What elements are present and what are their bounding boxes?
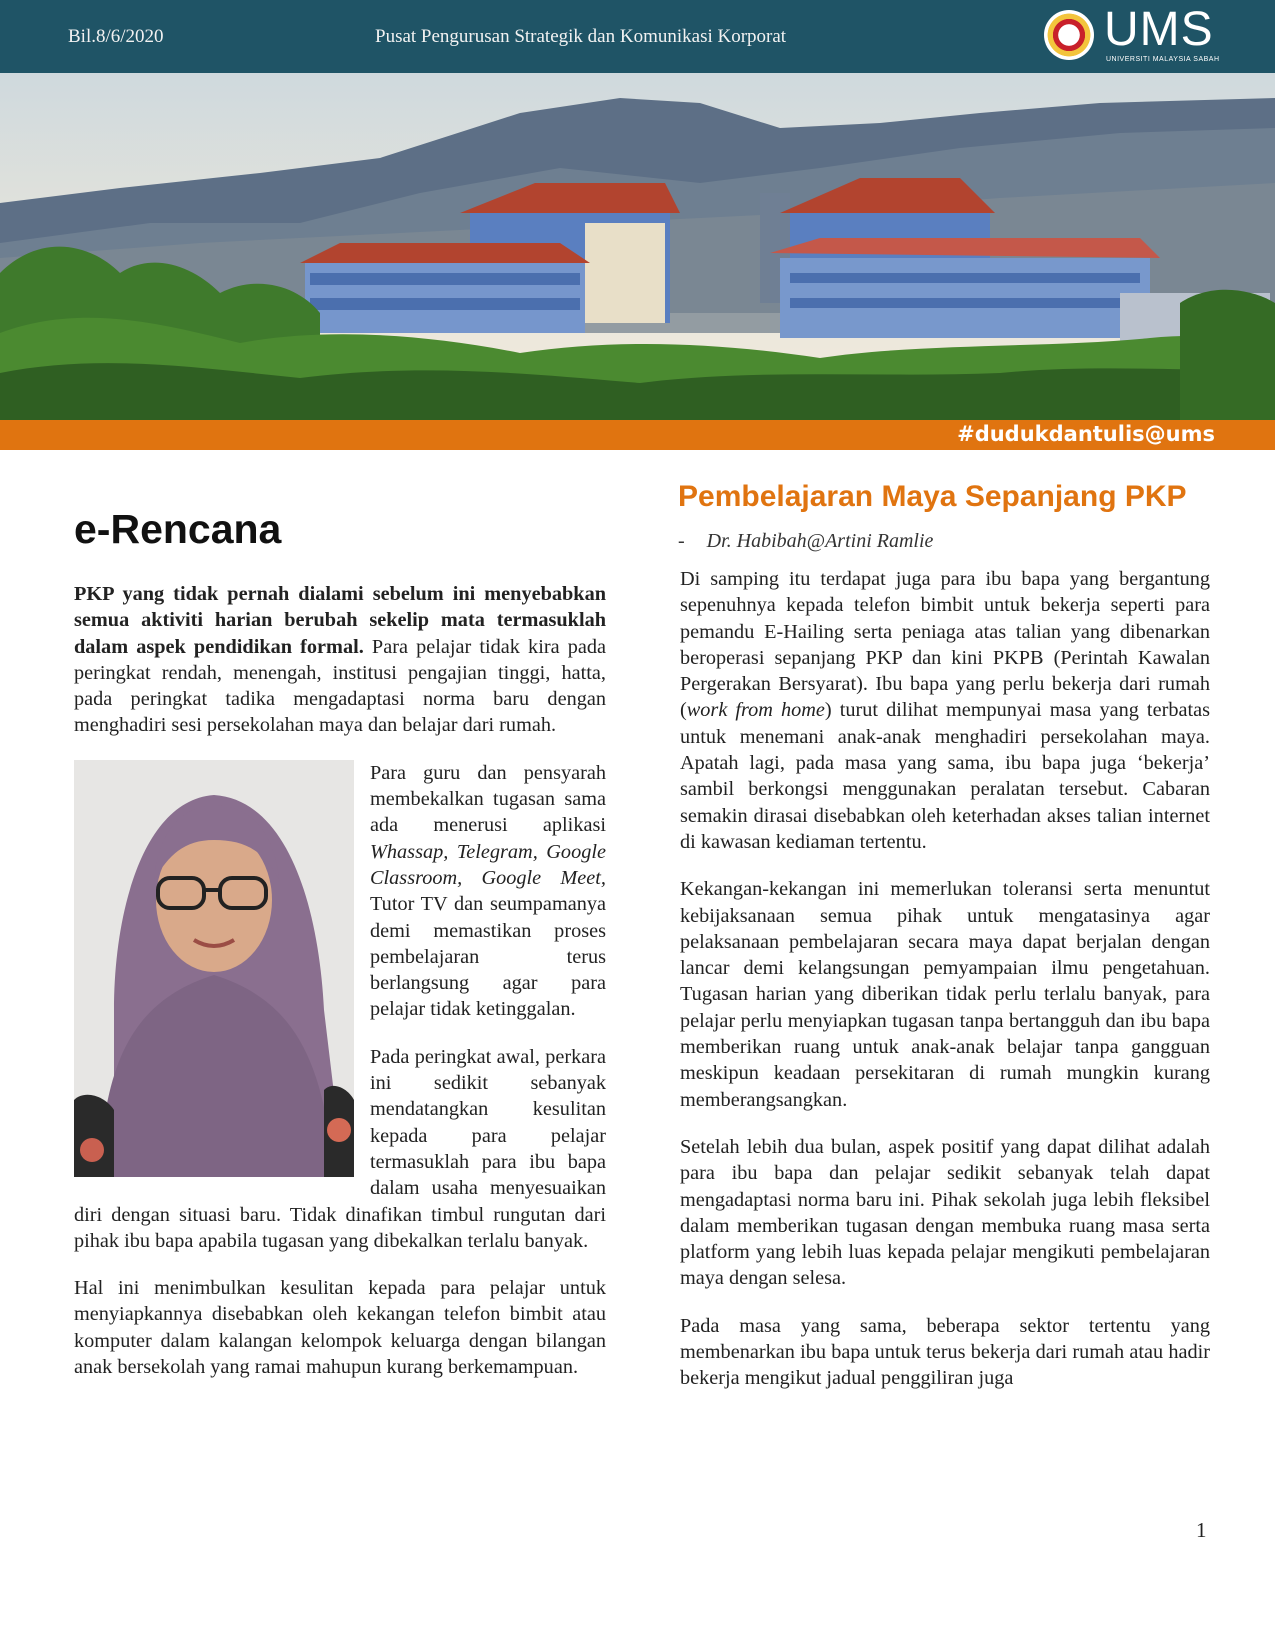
lead-bold-text: PKP yang tidak pernah dialami sebelum ini menyebabkan semua aktiviti harian berubah sekelip mata termasuklah dalam aspek pendidikan formal. <box>74 583 606 658</box>
campus-landscape-illustration <box>0 73 1275 420</box>
author-byline <box>678 530 933 553</box>
issue-number: Bil.8/6/2020 <box>68 26 164 47</box>
tools-text-end: Tutor TV dan seumpamanya demi memastikan proses pembelajaran terus berlangsung agar para pelajar tidak ketinggalan. <box>370 893 606 1021</box>
paragraph-difficulty: Hal ini menimbulkan kesulitan kepada para pelajar untuk menyiapkannya disebabkan oleh kekangan telefon bimbit atau komputer dalam kalangan kelompok keluarga dengan bilangan anak bersekolah yang ramai mahupun kurang berkemampuan. <box>74 1277 606 1379</box>
parents-text-end: ) turut dilihat mempunyai masa yang terbatas untuk menemani anak-anak menghadiri persekolahan maya. Apatah lagi, pada masa yang sama, ibu bapa juga ‘bekerja’ sambil berkongsi menggunakan peralatan tersebut. Cabaran semakin dirasai disebabkan oleh keterhadan akses talian internet di kawasan kediaman tertentu. <box>680 699 1210 853</box>
paragraph-parents <box>680 566 1210 855</box>
publisher-name: Pusat Pengurusan Strategik dan Komunikasi Korporat <box>375 26 787 47</box>
intro-paragraph <box>74 581 606 739</box>
header-bar <box>0 0 1275 73</box>
intro-rest-text: Para pelajar tidak kira pada peringkat rendah, menengah, institusi pengajian tinggi, hatta, pada peringkat tadika mengadaptasi norma baru dengan menghadiri sesi persekolahan maya dan belajar dari rumah. <box>74 635 606 737</box>
paragraph-positive: Setelah lebih dua bulan, aspek positif yang dapat dilihat adalah para ibu bapa dan pelajar sedikit sebanyak telah dapat mengadaptasi norma baru ini. Pihak sekolah juga lebih fleksibel dalam memberikan tugasan dengan membuka ruang masa serta platform yang lebih luas kepada pelajar mengikuti pembelajaran maya dengan selesa. <box>680 1135 1210 1290</box>
parents-text-start: Di samping itu terdapat juga para ibu bapa yang bergantung sepenuhnya kepada telefon bimbit untuk bekerja seperti para pemandu E-Hailing serta peniaga atas talian yang dibenarkan beroperasi sepanjang PKP dan kini PKPB (Perintah Kawalan Pergerakan Bersyarat). Ibu bapa yang perlu bekerja dari rumah ( <box>680 568 1210 722</box>
tools-apps: Whassap, Telegram, Google Classroom, Google Meet, <box>370 840 606 889</box>
campus-banner-image <box>0 73 1275 420</box>
author-name: Dr. Habibah@Artini Ramlie <box>706 530 934 552</box>
ums-logo <box>1042 3 1267 68</box>
paragraph-tools <box>74 760 606 1023</box>
article-title: Pembelajaran Maya Sepanjang PKP <box>678 480 1187 513</box>
logo-subtext: UNIVERSITI MALAYSIA SABAH <box>1106 56 1220 63</box>
right-column <box>680 566 1210 1413</box>
paragraph-early-stage: Pada peringkat awal, perkara ini sedikit sebanyak mendatangkan kesulitan kepada para pelajar termasuklah para ibu bapa dalam usaha menyesuaikan diri dengan situasi baru. Tidak dinafikan timbul rungutan dari pihak ibu bapa apabila tugasan yang dibekalkan terlalu banyak. <box>74 1045 606 1252</box>
left-column <box>74 505 606 1401</box>
page-number: 1 <box>1196 1518 1207 1542</box>
hashtag-banner <box>0 420 1275 450</box>
author-portrait-icon <box>74 760 354 1177</box>
work-from-home: work from home <box>686 699 825 722</box>
logo-wordmark: UMS <box>1104 3 1214 56</box>
author-photo <box>74 760 354 1177</box>
byline-dash: - <box>678 530 685 552</box>
paragraph-sectors: Pada masa yang sama, beberapa sektor tertentu yang membenarkan ibu bapa untuk terus bekerja dari rumah atau hadir bekerja mengikut jadual penggiliran juga <box>680 1314 1210 1390</box>
paragraph-constraints: Kekangan-kekangan ini memerlukan toleransi serta menuntut kebijaksanaan semua pihak untuk mengatasinya agar pelaksanaan pembelajaran secara maya dapat berjalan dengan lancar demi kelangsungan pemyampaian ilmu pengetahuan. Tugasan harian yang diberikan tidak perlu terlalu banyak, para pelajar perlu menyiapkan tugasan tanpa bertangguh dan ibu bapa memberikan ruang untuk anak-anak belajar tanpa gangguan meskipun keadaan persekitaran di rumah mungkin kurang memberangsangkan. <box>680 878 1210 1111</box>
hashtag-text: #dudukdantulis@ums <box>957 422 1215 446</box>
tools-text-start: Para guru dan pensyarah membekalkan tugasan sama ada menerusi aplikasi <box>370 761 606 837</box>
section-title: e-Rencana <box>74 506 282 552</box>
university-seal-icon <box>1044 10 1094 60</box>
